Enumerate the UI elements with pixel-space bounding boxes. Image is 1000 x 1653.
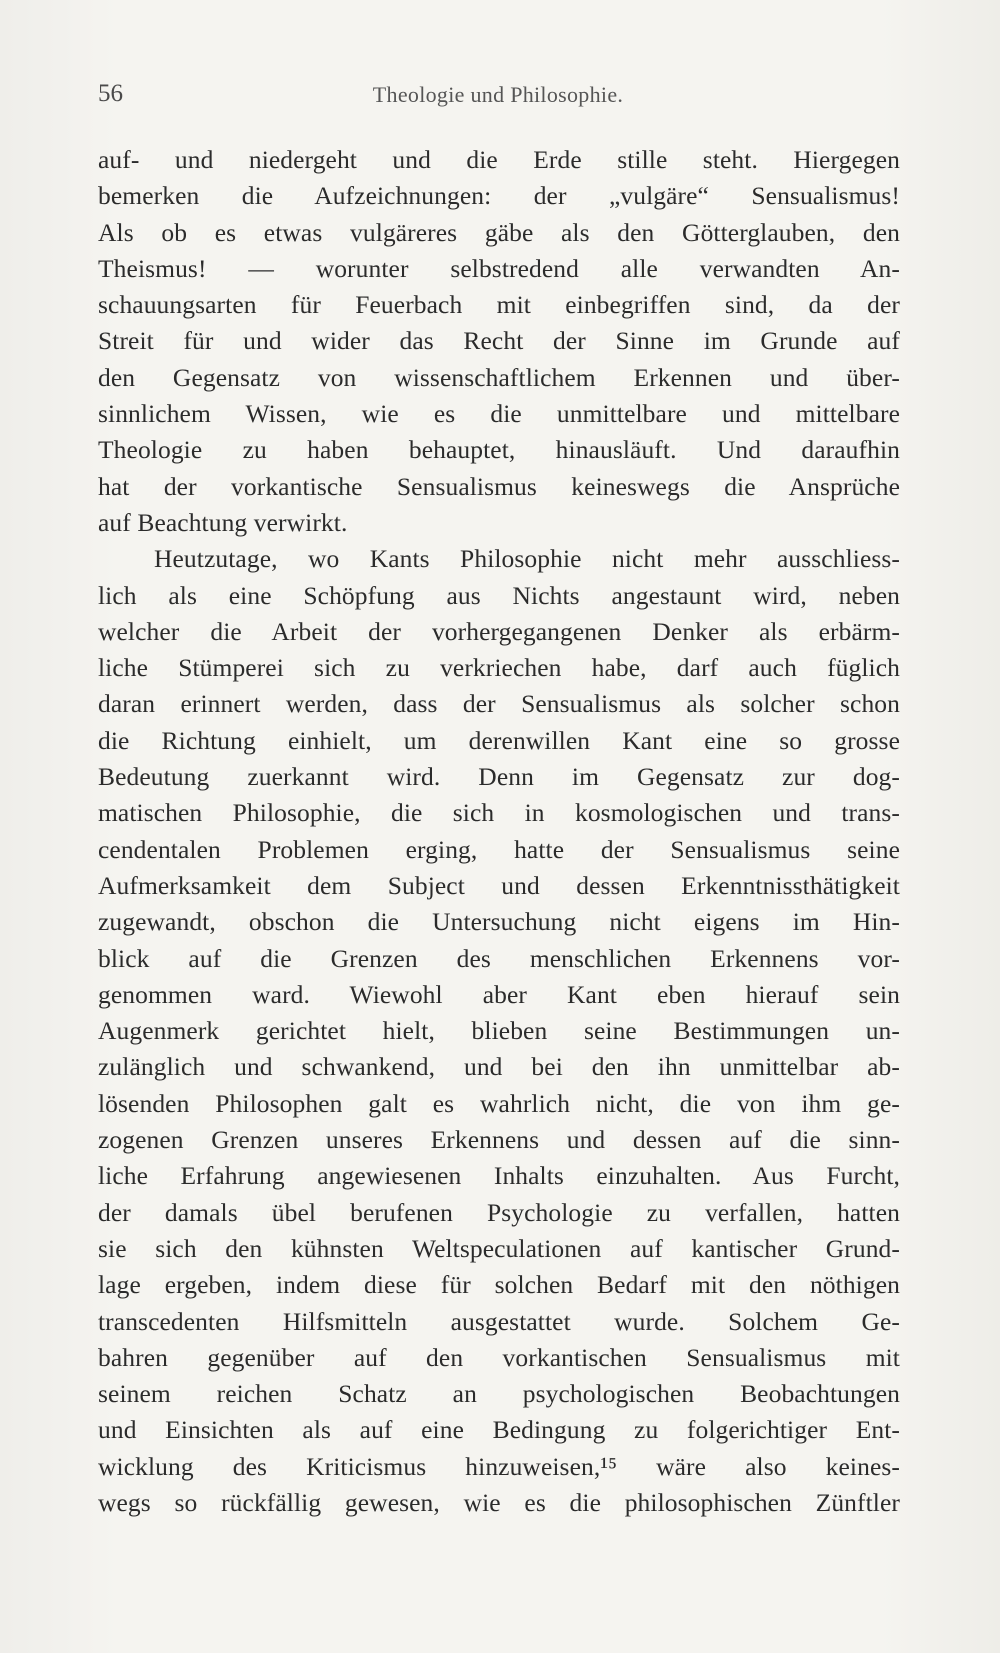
text-line: auf- und niedergeht und die Erde stille steht. Hiergegen bbox=[98, 145, 900, 174]
text-line: Streit für und wider das Recht der Sinne im Grunde auf bbox=[98, 326, 900, 356]
text-line: der damals übel berufenen Psychologie zu verfallen, hatten bbox=[98, 1197, 900, 1227]
text-line: daran erinnert werden, dass der Sensualismus als solcher schon bbox=[98, 689, 900, 719]
text-line: Augenmerk gerichtet hielt, blieben seine Bestimmungen un- bbox=[98, 1016, 900, 1046]
text-line: genommen ward. Wiewohl aber Kant eben hierauf sein bbox=[98, 979, 900, 1009]
text-line: seinem reichen Schatz an psychologischen Beobachtungen bbox=[98, 1379, 900, 1409]
text-line: liche Erfahrung angewiesenen Inhalts einzuhalten. Aus Furcht, bbox=[98, 1161, 900, 1191]
text-line: bahren gegenüber auf den vorkantischen Sensualismus mit bbox=[98, 1342, 900, 1372]
text-line: auf Beachtung verwirkt. bbox=[98, 507, 348, 537]
text-line: liche Stümperei sich zu verkriechen habe, darf auch füglich bbox=[98, 653, 900, 683]
text-line: zulänglich und schwankend, und bei den ihn unmittelbar ab- bbox=[98, 1052, 900, 1082]
text-line: welcher die Arbeit der vorhergegangenen Denker als erbärm- bbox=[98, 616, 900, 646]
text-line: lösenden Philosophen galt es wahrlich nicht, die von ihm ge- bbox=[98, 1088, 900, 1118]
text-line: Heutzutage, wo Kants Philosophie nicht mehr ausschliess- bbox=[154, 544, 900, 574]
text-line: die Richtung einhielt, um derenwillen Kant eine so grosse bbox=[98, 725, 900, 755]
text-line: den Gegensatz von wissenschaftlichem Erkennen und über- bbox=[98, 362, 900, 392]
text-line: schauungsarten für Feuerbach mit einbegriffen sind, da der bbox=[98, 290, 900, 320]
text-line: matischen Philosophie, die sich in kosmologischen und trans- bbox=[98, 798, 900, 828]
text-line: cendentalen Problemen erging, hatte der Sensualismus seine bbox=[98, 834, 900, 864]
text-line: bemerken die Aufzeichnungen: der „vulgäre“ Sensualismus! bbox=[98, 181, 900, 211]
text-line: hat der vorkantische Sensualismus keineswegs die Ansprüche bbox=[98, 471, 900, 501]
text-line: sinnlichem Wissen, wie es die unmittelbare und mittelbare bbox=[98, 399, 900, 429]
text-line: Theismus! — worunter selbstredend alle verwandten An- bbox=[98, 253, 900, 283]
text-line: Theologie zu haben behauptet, hinausläuft. Und daraufhin bbox=[98, 435, 900, 465]
text-line: zogenen Grenzen unseres Erkennens und dessen auf die sinn- bbox=[98, 1125, 900, 1155]
running-title: Theologie und Philosophie. bbox=[372, 82, 624, 107]
text-line: zugewandt, obschon die Untersuchung nicht eigens im Hin- bbox=[98, 907, 900, 937]
text-line: Als ob es etwas vulgäreres gäbe als den Götterglauben, den bbox=[98, 217, 900, 247]
text-line: blick auf die Grenzen des menschlichen Erkennens vor- bbox=[98, 943, 900, 973]
text-line: lich als eine Schöpfung aus Nichts angestaunt wird, neben bbox=[98, 580, 900, 610]
text-line: transcedenten Hilfsmitteln ausgestattet wurde. Solchem Ge- bbox=[98, 1306, 900, 1336]
text-line: wicklung des Kriticismus hinzuweisen,¹⁵ wäre also keines- bbox=[98, 1451, 900, 1481]
text-line: sie sich den kühnsten Weltspeculationen auf kantischer Grund- bbox=[98, 1233, 900, 1263]
text-line: Bedeutung zuerkannt wird. Denn im Gegensatz zur dog- bbox=[98, 762, 900, 792]
text-line: und Einsichten als auf eine Bedingung zu folgerichtiger Ent- bbox=[98, 1415, 900, 1445]
body-text bbox=[98, 142, 900, 1521]
page-header bbox=[98, 80, 898, 120]
page-number: 56 bbox=[98, 80, 123, 107]
text-line: Aufmerksamkeit dem Subject und dessen Erkenntnissthätigkeit bbox=[98, 870, 900, 900]
text-line: wegs so rückfällig gewesen, wie es die philosophischen Zünftler bbox=[98, 1487, 900, 1517]
text-line: lage ergeben, indem diese für solchen Bedarf mit den nöthigen bbox=[98, 1270, 900, 1300]
